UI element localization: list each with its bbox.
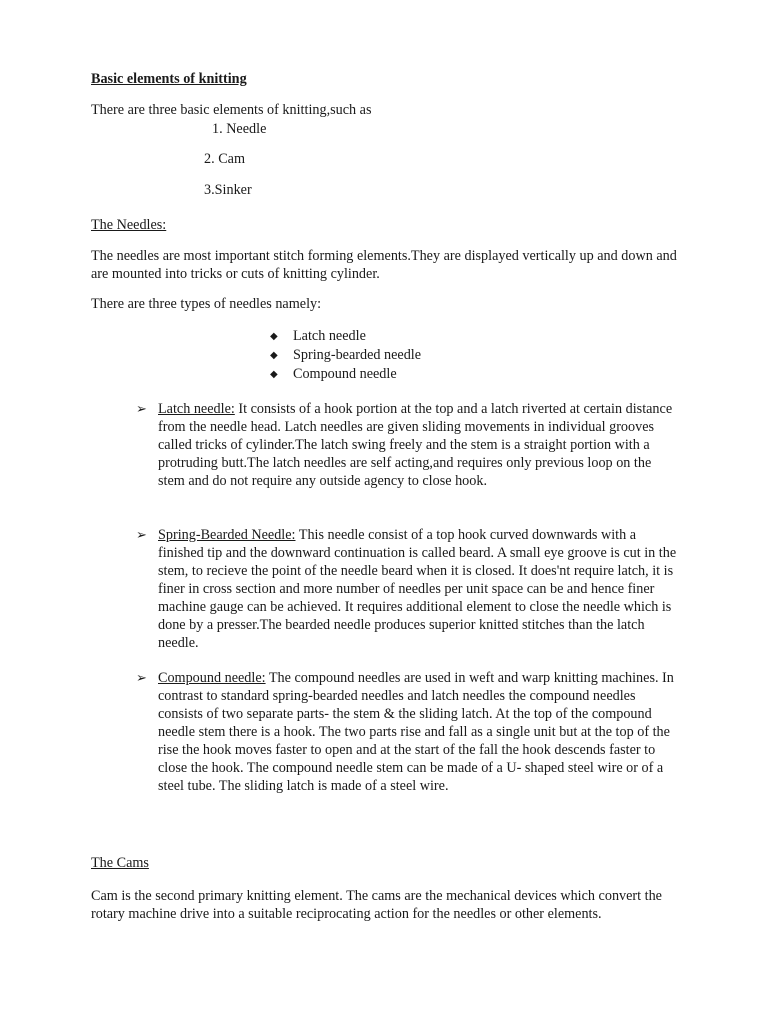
list-item (270, 365, 421, 384)
latch-needle-text: It consists of a hook portion at the top and a latch riverted at certain distance from the needle head. Latch needles are given sliding movements in individual grooves called tricks of cylinder.The latch swing freely and the stem is a straight portion with a protruding butt.The latch needles are self acting,and requires only previous loop on the stem and do not require any outside agency to close hook. (158, 401, 673, 489)
element-item-cam: 2. Cam (204, 151, 245, 167)
element-item-sinker: 3.Sinker (204, 182, 252, 198)
arrowhead-bullet-icon: ➢ (136, 527, 147, 542)
list-item (270, 346, 421, 365)
arrowhead-bullet-icon: ➢ (136, 401, 147, 416)
diamond-bullet-icon: ◆ (270, 331, 278, 342)
compound-needle-text: The compound needles are used in weft and warp knitting machines. In contrast to standard spring-bearded needles and latch needles the compound needles consists of two separate parts- the stem & the sliding latch. At the top of the compound needle stem there is a hook. The two parts rise and fall as a single unit but at the top of the rise the hook moves faster to open and at the start of the fall the hook descends faster to close the hook. The compound needle stem can be made of a U- shaped steel wire or of a steel tube. The sliding latch is made of a steel wire. (158, 670, 674, 794)
spring-bearded-needle-text: This needle consist of a top hook curved downwards with a finished tip and the downward continuation is called beard. A small eye groove is cut in the stem, to recieve the point of the needle beard when it is closed. It does'nt require latch, it is finer in cross section and more number of needles per unit space can be and hence finer machine gauge can be achieved. It requires additional element to close the needle which is done by a presser.The bearded needle produces superior knitted stitches than the latch needle. (158, 527, 677, 651)
cams-paragraph: Cam is the second primary knitting element. The cams are the mechanical devices which convert the rotary machine drive into a suitable reciprocating action for the needles or other elements. (91, 888, 662, 922)
latch-needle-term: Latch needle: (158, 401, 235, 417)
compound-needle-term: Compound needle: (158, 670, 266, 686)
section-heading-needles: The Needles: (91, 217, 167, 233)
arrowhead-bullet-icon: ➢ (136, 670, 147, 685)
list-item (270, 327, 421, 346)
needles-paragraph: The needles are most important stitch forming elements.They are displayed vertically up and down and are mounted into tricks or cuts of knitting cylinder. (91, 248, 677, 282)
needle-type-label: Compound needle (293, 366, 397, 382)
needle-type-label: Latch needle (293, 328, 366, 344)
document-title: Basic elements of knitting (91, 71, 247, 87)
spring-bearded-needle-paragraph (158, 526, 678, 652)
section-heading-cams: The Cams (91, 855, 149, 871)
needle-types-list (270, 327, 421, 384)
latch-needle-paragraph (158, 400, 678, 490)
intro-text: There are three basic elements of knitting,such as (91, 102, 372, 118)
needle-types-intro: There are three types of needles namely: (91, 296, 322, 312)
spring-bearded-needle-term: Spring-Bearded Needle: (158, 527, 296, 543)
diamond-bullet-icon: ◆ (270, 350, 278, 361)
element-item-needle: 1. Needle (212, 121, 267, 137)
needle-type-label: Spring-bearded needle (293, 347, 422, 363)
diamond-bullet-icon: ◆ (270, 369, 278, 380)
compound-needle-paragraph (158, 669, 678, 795)
